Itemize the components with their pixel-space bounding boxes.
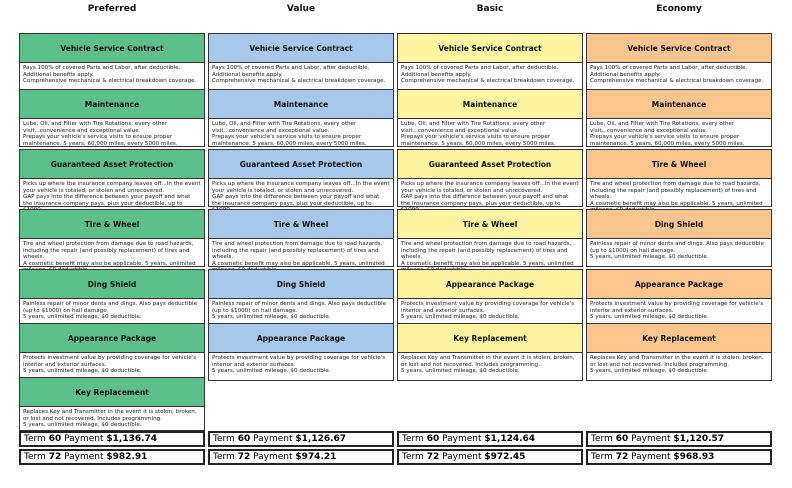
card-description: Replaces Key and Transmitter in the event it is stolen, broken, or lost and not recovered. Includes programming. 5 years, unlimited mileage, $0 deductible. [401, 355, 575, 375]
card-title: Key Replacement [587, 324, 771, 353]
basic-tire-wheel-card [397, 209, 583, 267]
card-description: Pays 100% of covered Parts and Labor, after deductible. Additional benefits apply. Comprehensive mechanical & electrical breakdown coverage. [590, 65, 764, 85]
card-title: Key Replacement [398, 324, 582, 353]
card-title: Appearance Package [209, 324, 393, 353]
card-title: Appearance Package [398, 270, 582, 299]
value-ding-shield-card [208, 269, 394, 327]
card-description: Protects investment value by providing coverage for vehicle's interior and exterior surfaces. 5 years, unlimited mileage, $0 deductible. [590, 301, 764, 321]
card-title: Maintenance [398, 90, 582, 119]
economy-key-replacement-card [586, 323, 772, 381]
card-title: Ding Shield [20, 270, 204, 299]
card-title: Tire & Wheel [587, 150, 771, 179]
value-maintenance-card [208, 89, 394, 147]
card-title: Vehicle Service Contract [398, 34, 582, 63]
value-term72-payment: Term 72 Payment $974.21 [208, 449, 394, 465]
economy-ding-shield-card [586, 209, 772, 267]
basic-term60-payment: Term 60 Payment $1,124.64 [397, 431, 583, 447]
card-description: Pays 100% of covered Parts and Labor, after deductible. Additional benefits apply. Comprehensive mechanical & electrical breakdown coverage. [23, 65, 197, 85]
economy-term72-payment: Term 72 Payment $968.93 [586, 449, 772, 465]
card-title: Tire & Wheel [398, 210, 582, 239]
card-description: Replaces Key and Transmitter in the event it is stolen, broken, or lost and not recovered. Includes programming. 5 years, unlimited mileage, $0 deductible. [590, 355, 764, 375]
card-description: Lube, Oil, and Filter with Tire Rotations, every other visit...convenience and exceptional value. Prepays your vehicle's service visits to ensure proper maintenance. 5 years, 60,000 miles, every 5000 miles. [401, 121, 556, 147]
economy-maintenance-card [586, 89, 772, 147]
basic-maintenance-card [397, 89, 583, 147]
basic-key-replacement-card [397, 323, 583, 381]
basic-term72-payment: Term 72 Payment $972.45 [397, 449, 583, 465]
preferred-term72-payment: Term 72 Payment $982.91 [19, 449, 205, 465]
card-description: Picks up where the insurance company leaves off...In the event your vehicle is totaled, or stolen and unrecovered. GAP pays into the difference between your payoff and what the insurance company pays, plus your deductible, up to [212, 181, 390, 207]
card-title: Maintenance [20, 90, 204, 119]
card-title: Tire & Wheel [20, 210, 204, 239]
card-description: Tire and wheel protection from damage due to road hazards, including the repair (and possibly replacement) of tires and wheels. A cosmetic benefit may also be applicable. 5 years, unlimited [590, 181, 763, 207]
preferred-term60-payment: Term 60 Payment $1,136.74 [19, 431, 205, 447]
card-description: Lube, Oil, and Filter with Tire Rotations, every other visit...convenience and exceptional value. Prepays your vehicle's service visits to ensure proper maintenance. 5 years, 60,000 miles, every 5000 miles. [212, 121, 367, 147]
card-title: Ding Shield [209, 270, 393, 299]
card-description: Painless repair of minor dents and dings. Also pays deductible (up to $1000) on hail damage. 5 years, unlimited mileage, $0 deductible. [212, 301, 387, 321]
preferred-maintenance-card [19, 89, 205, 147]
value-tire-wheel-card [208, 209, 394, 267]
card-description: Pays 100% of covered Parts and Labor, after deductible. Additional benefits apply. Comprehensive mechanical & electrical breakdown coverage. [212, 65, 386, 85]
card-description: Pays 100% of covered Parts and Labor, after deductible. Additional benefits apply. Comprehensive mechanical & electrical breakdown coverage. [401, 65, 575, 85]
card-title: Appearance Package [20, 324, 204, 353]
column-header-basic: Basic [476, 4, 504, 14]
card-title: Key Replacement [20, 378, 204, 407]
economy-term60-payment: Term 60 Payment $1,120.57 [586, 431, 772, 447]
preferred-vehicle-service-contract-card [19, 33, 205, 91]
card-title: Tire & Wheel [209, 210, 393, 239]
card-description: Painless repair of minor dents and dings. Also pays deductible (up to $1000) on hail damage. 5 years, unlimited mileage, $0 deductible. [590, 241, 765, 261]
card-title: Vehicle Service Contract [587, 34, 771, 63]
column-header-preferred: Preferred [87, 4, 137, 14]
card-description: Picks up where the insurance company leaves off...In the event your vehicle is totaled, or stolen and unrecovered. GAP pays into the difference between your payoff and what the insurance company pays, plus your deductible, up to [23, 181, 201, 207]
card-description: Protects investment value by providing coverage for vehicle's interior and exterior surfaces. 5 years, unlimited mileage, $0 deductible. [23, 355, 197, 375]
value-appearance-package-card [208, 323, 394, 381]
card-title: Vehicle Service Contract [20, 34, 204, 63]
card-description: Lube, Oil, and Filter with Tire Rotations, every other visit...convenience and exceptional value. Prepays your vehicle's service visits to ensure proper maintenance. 5 years, 60,000 miles, every 5000 miles. [590, 121, 745, 147]
economy-tire-wheel-card [586, 149, 772, 207]
card-description: Protects investment value by providing coverage for vehicle's interior and exterior surfaces. 5 years, unlimited mileage, $0 deductible. [401, 301, 575, 321]
card-title: Maintenance [587, 90, 771, 119]
basic-vehicle-service-contract-card [397, 33, 583, 91]
basic-gap-card [397, 149, 583, 207]
card-description: Tire and wheel protection from damage due to road hazards, including the repair (and possibly replacement) of tires and wheels. A cosmetic benefit may also be applicable. 5 years, unlimited [212, 241, 385, 267]
card-title: Ding Shield [587, 210, 771, 239]
column-header-value: Value [286, 4, 316, 14]
card-description: Lube, Oil, and Filter with Tire Rotations, every other visit...convenience and exceptional value. Prepays your vehicle's service visits to ensure proper maintenance. 5 years, 60,000 miles, every 5000 miles. [23, 121, 178, 147]
economy-vehicle-service-contract-card [586, 33, 772, 91]
preferred-tire-wheel-card [19, 209, 205, 267]
card-title: Guaranteed Asset Protection [209, 150, 393, 179]
value-gap-card [208, 149, 394, 207]
card-title: Maintenance [209, 90, 393, 119]
card-description: Painless repair of minor dents and dings. Also pays deductible (up to $1000) on hail damage. 5 years, unlimited mileage, $0 deductible. [23, 301, 198, 321]
value-term60-payment: Term 60 Payment $1,126.67 [208, 431, 394, 447]
card-description: Protects investment value by providing coverage for vehicle's interior and exterior surfaces. 5 years, unlimited mileage, $0 deductible. [212, 355, 386, 375]
basic-appearance-package-card [397, 269, 583, 327]
card-description: Tire and wheel protection from damage due to road hazards, including the repair (and possibly replacement) of tires and wheels. A cosmetic benefit may also be applicable. 5 years, unlimited [401, 241, 574, 267]
value-vehicle-service-contract-card [208, 33, 394, 91]
card-title: Appearance Package [587, 270, 771, 299]
preferred-key-replacement-card [19, 377, 205, 431]
card-title: Guaranteed Asset Protection [20, 150, 204, 179]
card-title: Guaranteed Asset Protection [398, 150, 582, 179]
economy-appearance-package-card [586, 269, 772, 327]
card-title: Vehicle Service Contract [209, 34, 393, 63]
card-description: Picks up where the insurance company leaves off...In the event your vehicle is totaled, or stolen and unrecovered. GAP pays into the difference between your payoff and what the insurance company pays, plus your deductible, up to [401, 181, 579, 207]
preferred-ding-shield-card [19, 269, 205, 327]
preferred-gap-card [19, 149, 205, 207]
card-description: Tire and wheel protection from damage due to road hazards, including the repair (and possibly replacement) of tires and wheels. A cosmetic benefit may also be applicable. 5 years, unlimited [23, 241, 196, 267]
card-description: Replaces Key and Transmitter in the event it is stolen, broken, or lost and not recovered. Includes programming. 5 years, unlimited mileage, $0 deductible. [23, 409, 197, 429]
preferred-appearance-package-card [19, 323, 205, 381]
column-header-economy: Economy [656, 4, 702, 14]
